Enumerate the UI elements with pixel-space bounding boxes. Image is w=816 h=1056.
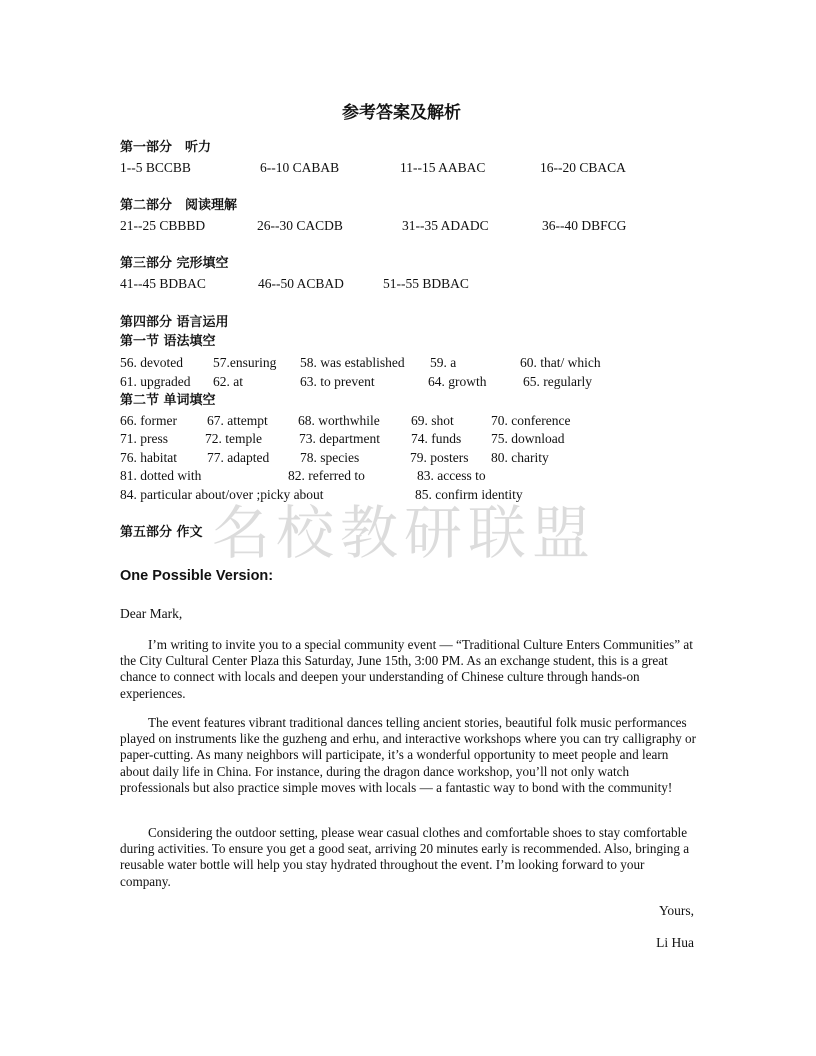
part1-answer-4: 16--20 CBACA bbox=[540, 160, 626, 175]
page-title: 参考答案及解析 bbox=[342, 103, 461, 123]
part5-heading: 第五部分 作文 bbox=[120, 525, 203, 540]
word-answer-84: 84. particular about/over ;picky about bbox=[120, 487, 324, 502]
word-answer-80: 80. charity bbox=[491, 450, 549, 465]
word-answer-69: 69. shot bbox=[411, 413, 454, 428]
part1-answer-2: 6--10 CABAB bbox=[260, 160, 340, 175]
grammar-answer-61: 61. upgraded bbox=[120, 374, 191, 389]
word-answer-85: 85. confirm identity bbox=[415, 487, 523, 502]
essay-paragraph-3: Considering the outdoor setting, please wear casual clothes and comfortable shoes to stay comfortable during activities. To ensure you get a good seat, arriving 20 minutes early is recommended. Also, bringing a reusable water bottle will help you stay hydrated throughout the event. I’m looking forward to your company. bbox=[120, 825, 690, 889]
part2-answer-2: 26--30 CACDB bbox=[257, 218, 343, 233]
part2-answer-4: 36--40 DBFCG bbox=[542, 218, 627, 233]
word-answer-78: 78. species bbox=[300, 450, 360, 465]
word-answer-68: 68. worthwhile bbox=[298, 413, 380, 428]
word-answer-70: 70. conference bbox=[491, 413, 571, 428]
closing: Yours, bbox=[658, 903, 694, 918]
part1-heading: 第一部分 听力 bbox=[120, 140, 212, 155]
part3-answer-2: 46--50 ACBAD bbox=[258, 276, 344, 291]
part3-answer-1: 41--45 BDBAC bbox=[120, 276, 206, 291]
version-title: One Possible Version: bbox=[120, 568, 274, 584]
word-answer-71: 71. press bbox=[120, 431, 168, 446]
grammar-answer-57: 57.ensuring bbox=[213, 355, 277, 370]
grammar-answer-65: 65. regularly bbox=[523, 374, 592, 389]
grammar-answer-59: 59. a bbox=[430, 355, 457, 370]
part3-answer-3: 51--55 BDBAC bbox=[383, 276, 469, 291]
word-answer-81: 81. dotted with bbox=[120, 468, 202, 483]
essay-paragraph-2: The event features vibrant traditional dances telling ancient stories, beautiful folk music performances played on instruments like the guzheng and erhu, and interactive workshops where you can try calligraphy or paper-cutting. As many neighbors will participate, it’s a wonderful opportunity to meet people and learn about daily life in China. For instance, during the dragon dance workshop, you’ll not only watch professionals but also practice simple moves with locals — a fantastic way to bond with the community! bbox=[120, 715, 697, 795]
watermark: 名校教研联盟 bbox=[212, 499, 597, 567]
part2-answer-3: 31--35 ADADC bbox=[402, 218, 489, 233]
part3-heading: 第三部分 完形填空 bbox=[120, 256, 229, 271]
word-answer-79: 79. posters bbox=[410, 450, 469, 465]
grammar-answer-64: 64. growth bbox=[428, 374, 487, 389]
word-answer-77: 77. adapted bbox=[207, 450, 270, 465]
grammar-answer-62: 62. at bbox=[213, 374, 243, 389]
grammar-answer-60: 60. that/ which bbox=[520, 355, 601, 370]
part2-heading: 第二部分 阅读理解 bbox=[120, 198, 238, 213]
part4-section1-heading: 第一节 语法填空 bbox=[120, 334, 216, 349]
part4-section2-heading: 第二节 单词填空 bbox=[120, 393, 216, 408]
word-answer-66: 66. former bbox=[120, 413, 177, 428]
word-answer-76: 76. habitat bbox=[120, 450, 177, 465]
word-answer-83: 83. access to bbox=[417, 468, 486, 483]
grammar-answer-58: 58. was established bbox=[300, 355, 405, 370]
grammar-answer-63: 63. to prevent bbox=[300, 374, 375, 389]
essay-paragraph-1: I’m writing to invite you to a special community event — “Traditional Culture Enters Communities” at the City Cultural Center Plaza this Saturday, June 15th, 3:00 PM. As an exchange student, this is a great chance to connect with locals and deepen your understanding of Chinese culture through hands-on experiences. bbox=[120, 637, 693, 701]
signature: Li Hua bbox=[656, 935, 694, 950]
salutation: Dear Mark, bbox=[120, 606, 183, 621]
word-answer-67: 67. attempt bbox=[207, 413, 268, 428]
grammar-answer-56: 56. devoted bbox=[120, 355, 183, 370]
word-answer-82: 82. referred to bbox=[288, 468, 365, 483]
word-answer-75: 75. download bbox=[491, 431, 565, 446]
part1-answer-3: 11--15 AABAC bbox=[400, 160, 486, 175]
part1-answer-1: 1--5 BCCBB bbox=[120, 160, 191, 175]
part4-heading: 第四部分 语言运用 bbox=[120, 315, 229, 330]
part2-answer-1: 21--25 CBBBD bbox=[120, 218, 206, 233]
word-answer-73: 73. department bbox=[299, 431, 380, 446]
word-answer-72: 72. temple bbox=[205, 431, 262, 446]
word-answer-74: 74. funds bbox=[411, 431, 462, 446]
